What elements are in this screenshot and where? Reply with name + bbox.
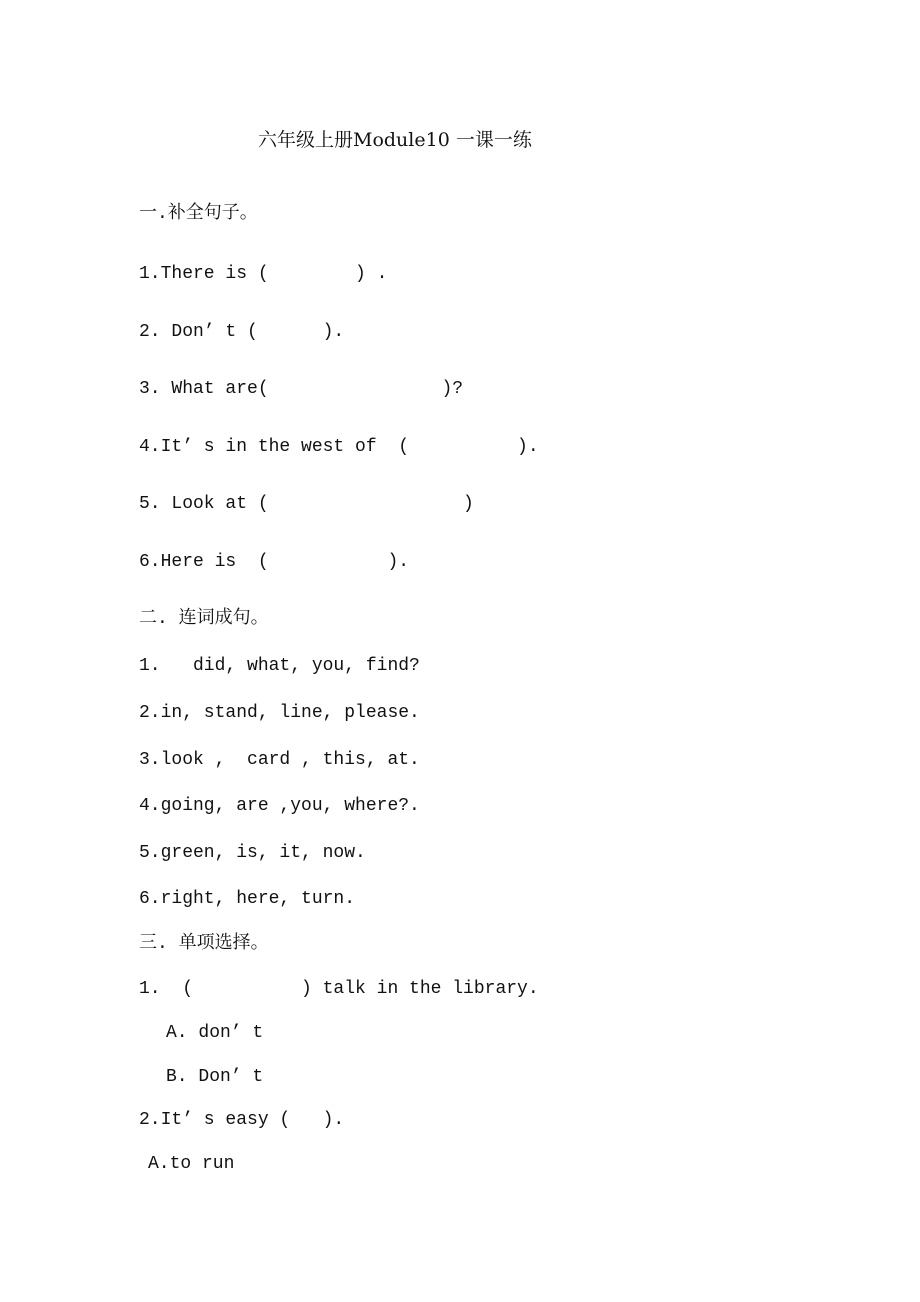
word-order-item: 6.right, here, turn.: [139, 889, 356, 909]
fill-blank-item: 3. What are( )?: [139, 379, 464, 399]
word-order-item: 3.look , card , this, at.: [139, 750, 420, 770]
section-1-heading: 一.补全句子。: [139, 204, 258, 224]
word-order-item: 4.going, are ,you, where?.: [139, 796, 420, 816]
fill-blank-item: 2. Don’ t ( ).: [139, 322, 345, 342]
fill-blank-item: 6.Here is ( ).: [139, 552, 410, 572]
choice-question: 2.It’ s easy ( ).: [139, 1110, 345, 1130]
choice-option: A.to run: [148, 1154, 235, 1174]
section-2-heading: 二. 连词成句。: [139, 609, 269, 629]
choice-option: A. don’ t: [166, 1023, 264, 1043]
choice-question: 1. ( ) talk in the library.: [139, 979, 539, 999]
fill-blank-item: 5. Look at ( ): [139, 494, 474, 514]
word-order-item: 5.green, is, it, now.: [139, 843, 366, 863]
word-order-item: 1. did, what, you, find?: [139, 656, 420, 676]
choice-option: B. Don’ t: [166, 1067, 264, 1087]
fill-blank-item: 4.It’ s in the west of ( ).: [139, 437, 539, 457]
word-order-item: 2.in, stand, line, please.: [139, 703, 420, 723]
fill-blank-item: 1.There is ( ) .: [139, 264, 388, 284]
section-3-heading: 三. 单项选择。: [139, 934, 269, 954]
page-title: 六年级上册Module10 一课一练: [258, 129, 532, 151]
